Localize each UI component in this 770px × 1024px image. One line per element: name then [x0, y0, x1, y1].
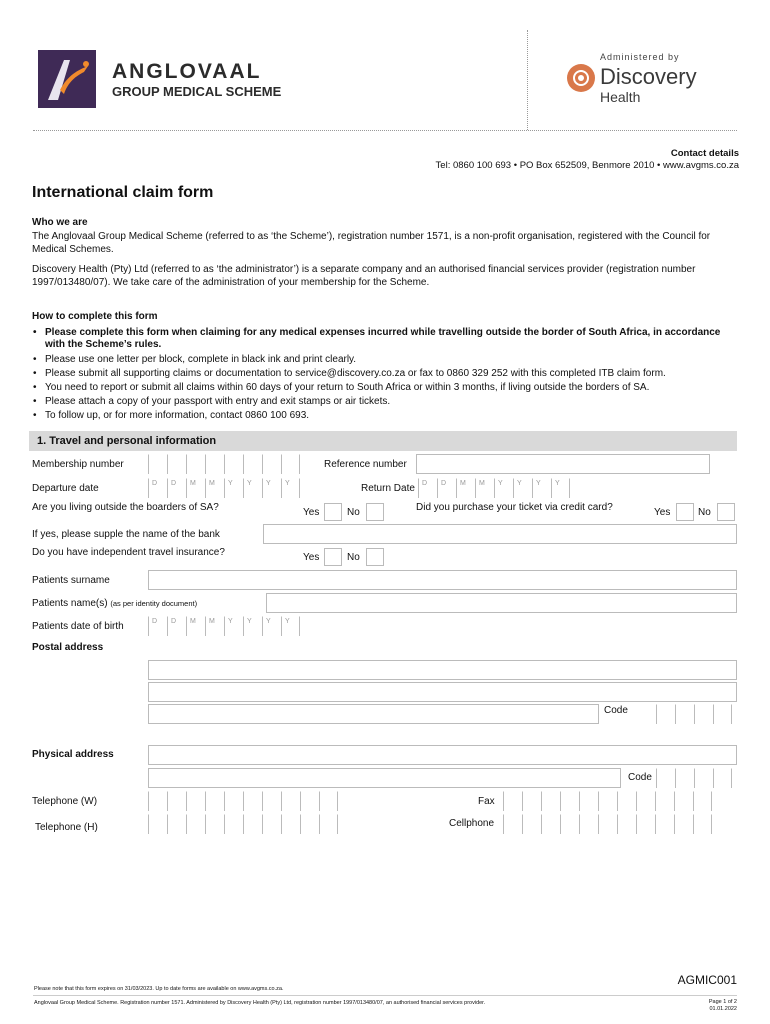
date-placeholder: D — [171, 618, 177, 625]
postal-address-line2[interactable] — [148, 682, 737, 702]
outside-sa-yes-checkbox[interactable] — [324, 503, 342, 521]
patients-surname-label: Patients surname — [32, 575, 110, 586]
header-bottom-rule — [33, 130, 737, 131]
telephone-w-label: Telephone (W) — [32, 796, 98, 807]
date-placeholder: Y — [285, 618, 290, 625]
date-placeholder: Y — [266, 618, 271, 625]
logo-line1: ANGLOVAAL — [112, 60, 262, 83]
bank-name-input[interactable] — [263, 524, 737, 544]
howto-item — [33, 396, 737, 407]
discovery-logo-icon — [567, 64, 595, 92]
insurance-no-label: No — [347, 552, 360, 563]
date-placeholder: M — [190, 618, 196, 625]
fax-label: Fax — [478, 796, 495, 807]
howto-item-text: • Please attach a copy of your passport with entry and exit stamps or air tickets. — [45, 396, 391, 407]
who-para1: The Anglovaal Group Medical Scheme (referred to as ‘the Scheme’), registration number 1571, is a non-profit organisation, registered with the Council for Medical Schemes. — [32, 231, 711, 255]
contact-line: Tel: 0860 100 693 • PO Box 652509, Benmore 2010 • www.avgms.co.za — [435, 160, 739, 171]
cellphone-input[interactable] — [503, 814, 712, 834]
howto-item-text: • To follow up, or for more information, contact 0860 100 693. — [45, 410, 310, 421]
patients-names-input[interactable] — [266, 593, 737, 613]
postal-code-label: Code — [604, 705, 628, 716]
return-date-label: Return Date — [361, 483, 415, 494]
departure-date-label: Departure date — [32, 483, 99, 494]
outside-sa-no-label: No — [347, 507, 360, 518]
howto-item-text: • Please complete this form when claiming for any medical expenses incurred while travelling outside the border of South Africa, in accordance with the Scheme’s rules. — [45, 327, 721, 350]
date-placeholder: Y — [517, 480, 522, 487]
date-placeholder: Y — [228, 618, 233, 625]
outside-sa-yes-label: Yes — [303, 507, 320, 518]
bank-name-label: If yes, please supple the name of the bank — [32, 529, 220, 540]
howto-item — [33, 368, 737, 379]
cellphone-label: Cellphone — [449, 818, 495, 829]
physical-code-input[interactable] — [656, 768, 732, 788]
postal-address-line3[interactable] — [148, 704, 599, 724]
fax-input[interactable] — [503, 791, 712, 811]
telephone-h-input[interactable] — [148, 814, 338, 834]
administered-by: Administered by — [600, 52, 680, 62]
contact-heading: Contact details — [670, 148, 739, 159]
postal-address-line1[interactable] — [148, 660, 737, 680]
insurance-yes-checkbox[interactable] — [324, 548, 342, 566]
howto-heading: How to complete this form — [32, 311, 158, 322]
patients-dob-input[interactable] — [148, 616, 300, 636]
departure-date-input[interactable] — [148, 478, 300, 498]
physical-address-line1[interactable] — [148, 745, 737, 765]
physical-code-label: Code — [628, 772, 652, 783]
date-placeholder: Y — [555, 480, 560, 487]
telephone-h-label: Telephone (H) — [35, 822, 98, 833]
reference-number-input[interactable] — [416, 454, 710, 474]
who-heading: Who we are — [32, 217, 88, 228]
howto-item — [33, 410, 737, 421]
insurance-yes-label: Yes — [303, 552, 320, 563]
date-placeholder: Y — [247, 618, 252, 625]
patients-names-label — [32, 598, 197, 609]
date-placeholder: Y — [536, 480, 541, 487]
reference-number-label: Reference number — [324, 459, 407, 470]
date-placeholder: M — [190, 480, 196, 487]
date-placeholder: Y — [228, 480, 233, 487]
legal-text: Anglovaal Group Medical Scheme. Registration number 1571. Administered by Discovery Health (Pty) Ltd, registration number 1997/013480/07, an authorised financial services provider. — [34, 1000, 486, 1006]
return-date-input[interactable] — [418, 478, 570, 498]
date-placeholder: D — [422, 480, 428, 487]
ticket-no-checkbox[interactable] — [717, 503, 735, 521]
header-divider — [527, 30, 528, 130]
postal-code-input[interactable] — [656, 704, 732, 724]
outside-sa-no-checkbox[interactable] — [366, 503, 384, 521]
date-placeholder: M — [460, 480, 466, 487]
form-code: AGMIC001 — [677, 973, 737, 987]
page-title: International claim form — [32, 184, 214, 201]
postal-address-label: Postal address — [32, 642, 104, 653]
ticket-no-label: No — [698, 507, 711, 518]
howto-item — [33, 382, 737, 393]
howto-item — [33, 354, 737, 365]
section1-title: 1. Travel and personal information — [37, 435, 217, 447]
patients-dob-label: Patients date of birth — [32, 621, 124, 632]
patients-names-note: (as per identity document) — [110, 599, 198, 608]
travel-insurance-label: Do you have independent travel insurance? — [32, 547, 225, 558]
footer-date: 01.01.2022 — [709, 1006, 737, 1012]
discovery-line2: Health — [600, 89, 641, 105]
physical-address-label: Physical address — [32, 749, 114, 760]
discovery-line1: Discovery — [600, 64, 697, 89]
page-number: Page 1 of 2 — [708, 999, 737, 1005]
howto-item — [33, 327, 737, 351]
footer-rule — [33, 995, 737, 996]
date-placeholder: M — [479, 480, 485, 487]
date-placeholder: Y — [498, 480, 503, 487]
patients-names-text: Patients name(s) — [32, 598, 108, 609]
date-placeholder: Y — [285, 480, 290, 487]
membership-number-input[interactable] — [148, 454, 300, 474]
outside-sa-label: Are you living outside the boarders of SA? — [32, 502, 219, 513]
date-placeholder: D — [152, 618, 158, 625]
anglovaal-logo-mark — [38, 50, 96, 108]
howto-item-text: • You need to report or submit all claims within 60 days of your return to South Africa or within 3 months, if living outside the borders of SA. — [45, 382, 650, 393]
logo-line2: GROUP MEDICAL SCHEME — [112, 84, 282, 99]
ticket-credit-label: Did you purchase your ticket via credit card? — [416, 502, 613, 513]
date-placeholder: Y — [266, 480, 271, 487]
date-placeholder: M — [209, 480, 215, 487]
date-placeholder: M — [209, 618, 215, 625]
membership-number-label: Membership number — [32, 459, 124, 470]
who-para2: Discovery Health (Pty) Ltd (referred to as ‘the administrator’) is a separate company and an authorised financial services provider (registration number 1997/013480/07). We take care of the administration of your membership for the Scheme. — [32, 264, 696, 288]
insurance-no-checkbox[interactable] — [366, 548, 384, 566]
patients-surname-input[interactable] — [148, 570, 737, 590]
date-placeholder: Y — [247, 480, 252, 487]
ticket-yes-checkbox[interactable] — [676, 503, 694, 521]
physical-address-line2[interactable] — [148, 768, 621, 788]
howto-item-text: • Please use one letter per block, complete in black ink and print clearly. — [45, 354, 357, 365]
telephone-w-input[interactable] — [148, 791, 338, 811]
date-placeholder: D — [441, 480, 447, 487]
date-placeholder: D — [171, 480, 177, 487]
expiry-note: Please note that this form expires on 31/03/2023. Up to date forms are available on www.avgms.co.za. — [34, 986, 284, 992]
howto-item-text: • Please submit all supporting claims or documentation to service@discovery.co.za or fax to 0860 329 252 with this completed ITB claim form. — [45, 368, 666, 379]
ticket-yes-label: Yes — [654, 507, 671, 518]
date-placeholder: D — [152, 480, 158, 487]
